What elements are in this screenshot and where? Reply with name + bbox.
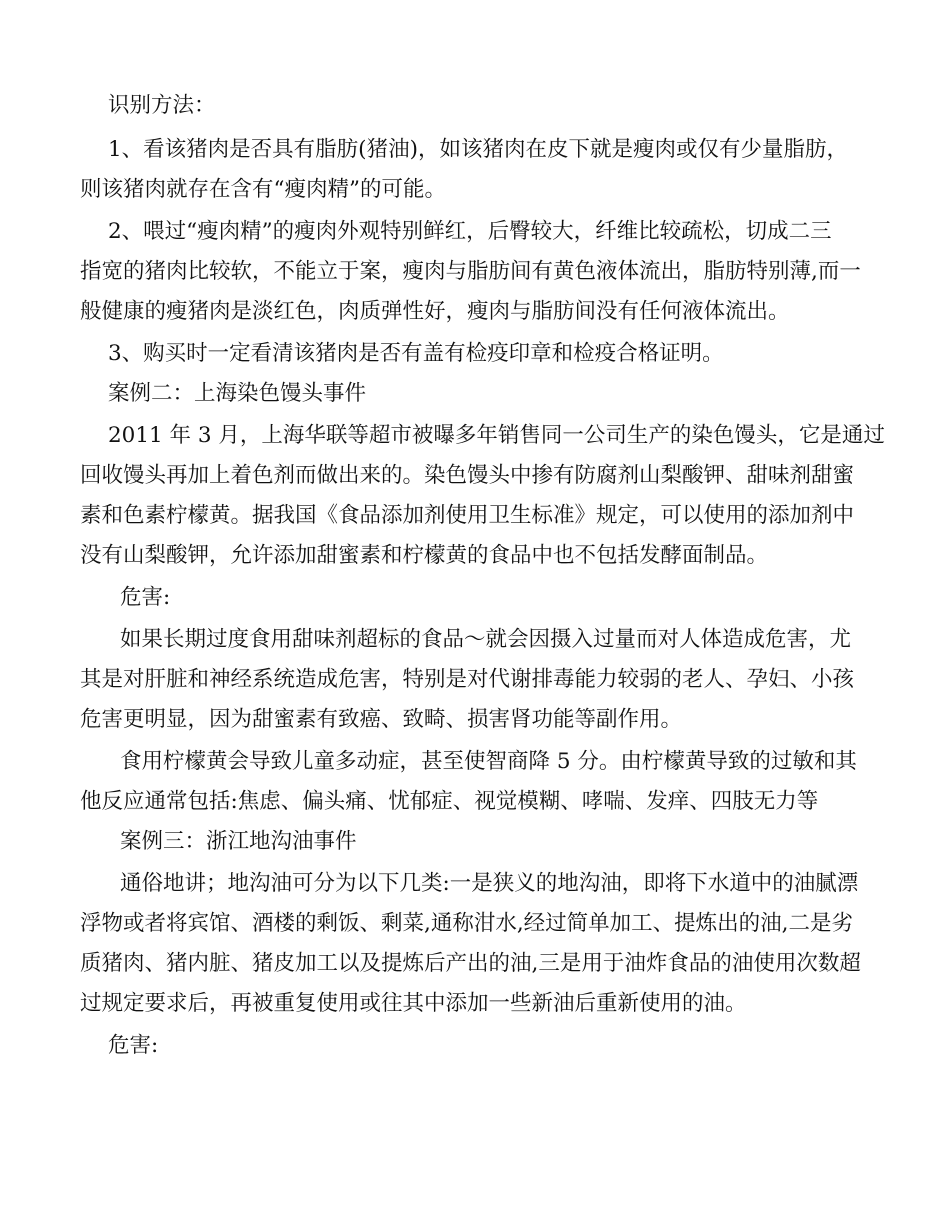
heading-harm: 危害: xyxy=(120,585,171,610)
paragraph-line: 没有山梨酸钾，允许添加甜蜜素和柠檬黄的食品中也不包括发酵面制品。 xyxy=(80,543,769,568)
paragraph-line: 他反应通常包括:焦虑、偏头痛、忧郁症、视觉模糊、哮喘、发痒、四肢无力等 xyxy=(80,789,819,814)
paragraph-line: 过规定要求后，再被重复使用或往其中添加一些新油后重新使用的油。 xyxy=(80,991,747,1016)
paragraph-line: 3、购买时一定看清该猪肉是否有盖有检疫印章和检疫合格证明。 xyxy=(108,341,724,366)
paragraph-line: 回收馒头再加上着色剂而做出来的。染色馒头中掺有防腐剂山梨酸钾、甜味剂甜蜜 xyxy=(80,463,855,488)
paragraph-line: 指宽的猪肉比较软，不能立于案，瘦肉与脂肪间有黄色液体流出，脂肪特别薄,而一 xyxy=(80,259,861,284)
paragraph-line: 质猪肉、猪内脏、猪皮加工以及提炼后产出的油,三是用于油炸食品的油使用次数超 xyxy=(80,951,861,976)
paragraph-line: 其是对肝脏和神经系统造成危害，特别是对代谢排毒能力较弱的老人、孕妇、小孩 xyxy=(80,667,855,692)
paragraph-line: 般健康的瘦猪肉是淡红色，肉质弹性好，瘦肉与脂肪间没有任何液体流出。 xyxy=(80,299,790,324)
paragraph-line: 浮物或者将宾馆、酒楼的剩饭、剩菜,通称泔水,经过简单加工、提炼出的油,二是劣 xyxy=(80,911,854,936)
paragraph-line: 危害更明显，因为甜蜜素有致癌、致畸、损害肾功能等副作用。 xyxy=(80,707,683,732)
paragraph-line: 如果长期过度食用甜味剂超标的食品～就会因摄入过量而对人体造成危害，尤 xyxy=(120,627,852,652)
paragraph-line: 食用柠檬黄会导致儿童多动症，甚至使智商降 5 分。由柠檬黄导致的过敏和其 xyxy=(120,749,857,774)
heading-identification-method: 识别方法： xyxy=(108,93,216,118)
paragraph-line: 2、喂过“瘦肉精”的瘦肉外观特别鲜红，后臀较大，纤维比较疏松，切成二三 xyxy=(108,219,832,244)
paragraph-line: 则该猪肉就存在含有“瘦肉精”的可能。 xyxy=(80,177,446,202)
heading-case-three: 案例三：浙江地沟油事件 xyxy=(120,829,357,854)
paragraph-line: 通俗地讲；地沟油可分为以下几类:一是狭义的地沟油，即将下水道中的油腻漂 xyxy=(120,871,859,896)
paragraph-line: 素和色素柠檬黄。据我国《食品添加剂使用卫生标准》规定，可以使用的添加剂中 xyxy=(80,503,855,528)
heading-case-two: 案例二：上海染色馒头事件 xyxy=(108,381,367,406)
paragraph-line: 1、看该猪肉是否具有脂肪(猪油)，如该猪肉在皮下就是瘦肉或仅有少量脂肪， xyxy=(108,137,848,162)
paragraph-line: 2011 年 3 月，上海华联等超市被曝多年销售同一公司生产的染色馒头，它是通过 xyxy=(108,423,885,448)
heading-harm: 危害: xyxy=(108,1033,159,1058)
